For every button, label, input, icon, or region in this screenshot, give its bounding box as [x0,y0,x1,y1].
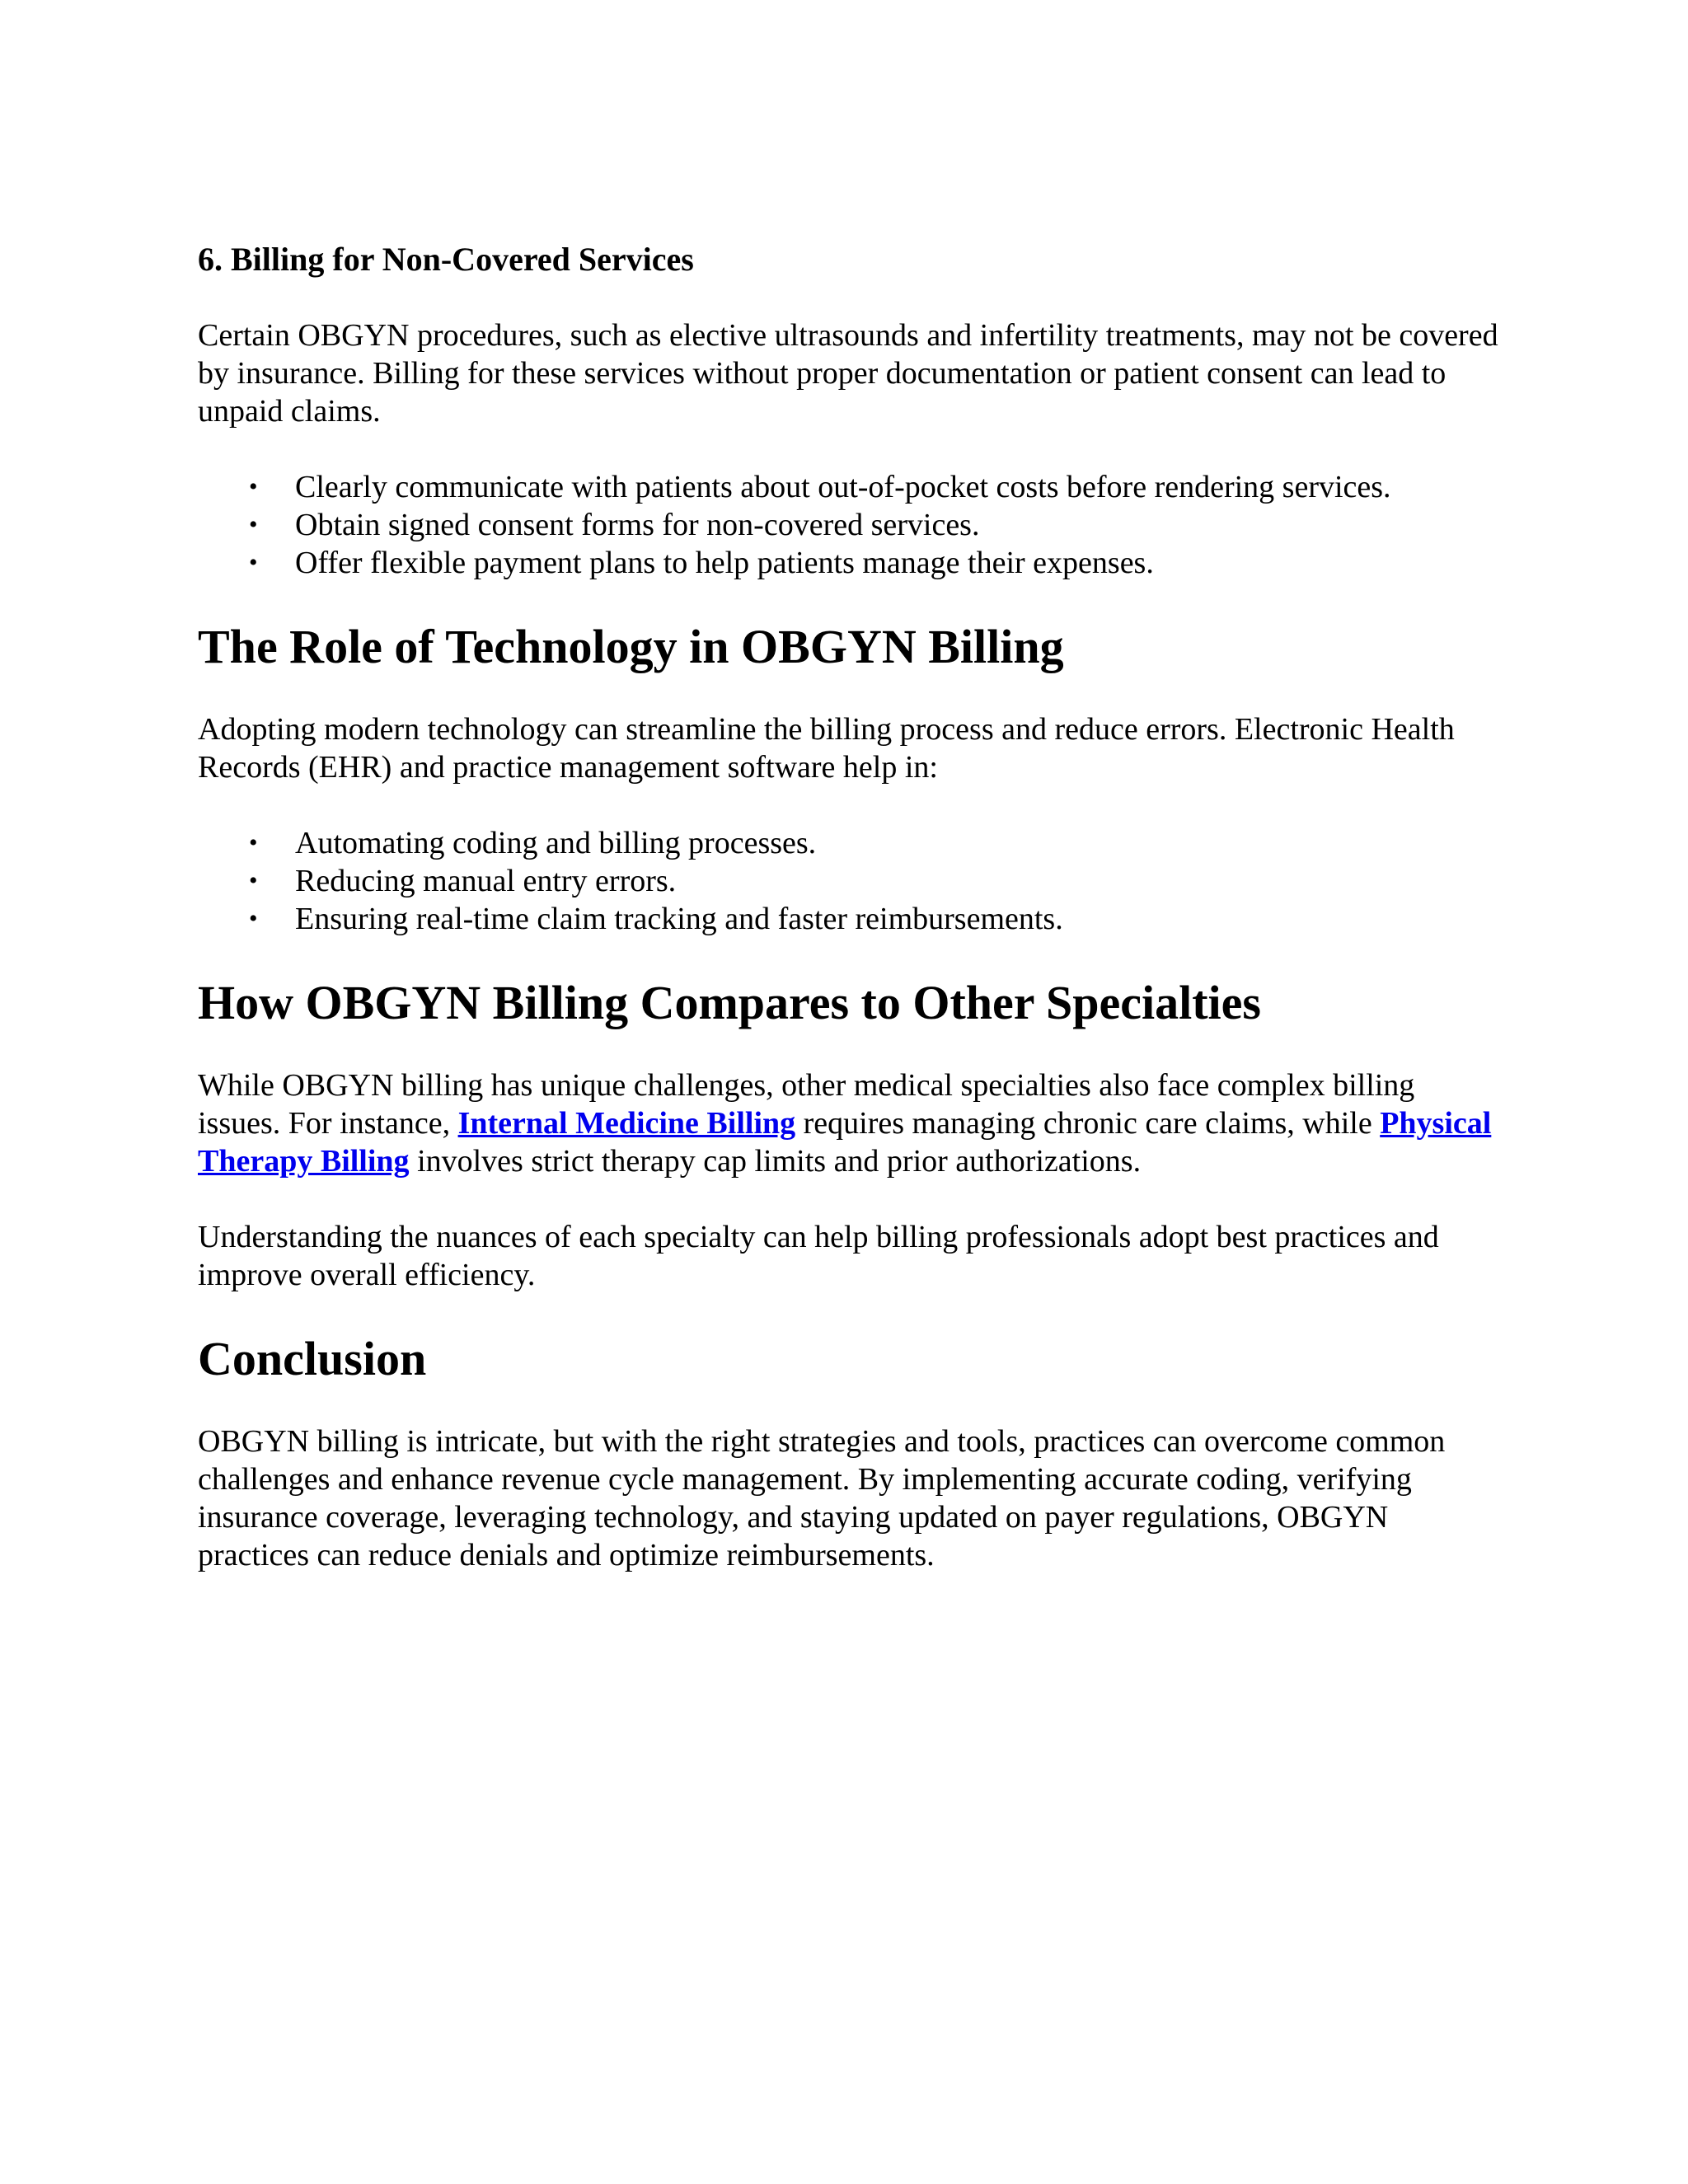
paragraph-comparison [198,1066,1500,1180]
bullet-list-non-covered-services [198,468,1500,582]
paragraph-text: requires managing chronic care claims, while [795,1106,1381,1141]
paragraph-non-covered-services: Certain OBGYN procedures, such as elective ultrasounds and infertility treatments, may not be covered by insurance. Billing for these services without proper documentation or patient consent can lead to unpaid claims. [198,318,1498,429]
document-content [198,241,1500,1574]
bullet-icon: • [249,829,258,856]
section-heading-technology: The Role of Technology in OBGYN Billing [198,620,1064,673]
section-heading-conclusion: Conclusion [198,1332,427,1385]
paragraph-conclusion: OBGYN billing is intricate, but with the right strategies and tools, practices can overcome common challenges and enhance revenue cycle management. By implementing accurate coding, verifying insurance coverage, leveraging technology, and staying updated on payer regulations, OBGYN practices can reduce denials and optimize reimbursements. [198,1424,1446,1572]
paragraph-text: involves strict therapy cap limits and prior authorizations. [409,1144,1142,1179]
internal-medicine-billing-link[interactable]: Internal Medicine Billing [457,1106,796,1141]
paragraph-technology: Adopting modern technology can streamline the billing process and reduce errors. Electronic Health Records (EHR) and practice management software help in: [198,712,1455,785]
section-heading-comparison: How OBGYN Billing Compares to Other Specialties [198,976,1261,1029]
bullet-icon: • [249,511,258,538]
physical-therapy-billing-link[interactable]: Physical Therapy Billing [198,1106,1492,1179]
list-item [198,824,1500,862]
bullet-icon: • [249,473,258,500]
list-item-text: Obtain signed consent forms for non-covered services. [295,508,980,542]
list-item-text: Clearly communicate with patients about out-of-pocket costs before rendering services. [295,470,1391,504]
bullet-list-technology [198,824,1500,938]
paragraph-specialty-nuances: Understanding the nuances of each specialty can help billing professionals adopt best practices and improve overall efficiency. [198,1220,1439,1292]
list-item-text: Ensuring real-time claim tracking and faster reimbursements. [295,902,1063,936]
list-item-text: Reducing manual entry errors. [295,864,677,898]
list-item-text: Automating coding and billing processes. [295,826,817,860]
bullet-icon: • [249,905,258,932]
list-item [198,862,1500,900]
bullet-icon: • [249,549,258,576]
list-item-text: Offer flexible payment plans to help patients manage their expenses. [295,546,1154,580]
section-heading-non-covered-services: 6. Billing for Non-Covered Services [198,241,694,278]
list-item [198,468,1500,506]
paragraph-text: While OBGYN billing has unique challenges, other medical specialties also face complex billing issues. For instance, [198,1068,1415,1141]
bullet-icon: • [249,867,258,894]
list-item [198,900,1500,938]
list-item [198,544,1500,582]
list-item [198,506,1500,544]
